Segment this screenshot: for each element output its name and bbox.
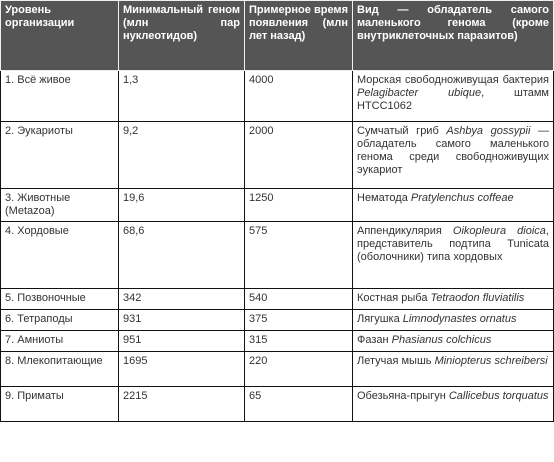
species-latin-name: Miniopterus schreibersi <box>434 355 548 367</box>
header-time: Примерное время появления (млн лет назад) <box>245 1 353 71</box>
cell-time: 65 <box>245 387 353 422</box>
species-text: — обладатель самого маленького генома среди свободноживущих эукариот <box>357 125 549 176</box>
species-latin-name: Pelagibacter ubique <box>357 87 482 99</box>
table-row <box>1 289 554 310</box>
cell-genome: 19,6 <box>119 189 245 222</box>
cell-genome: 1,3 <box>119 71 245 122</box>
cell-level: 9. Приматы <box>1 387 119 422</box>
cell-species <box>353 352 554 387</box>
species-text: Лягушка <box>357 313 403 325</box>
cell-time: 2000 <box>245 122 353 189</box>
species-latin-name: Pratylenchus coffeae <box>410 192 514 204</box>
cell-genome: 342 <box>119 289 245 310</box>
species-text: , представитель подтипа Tunicata (оболочники) типа хордовых <box>357 225 549 263</box>
table-row <box>1 222 554 289</box>
species-latin-name: Ashbya gossypii <box>446 125 531 137</box>
cell-species <box>353 189 554 222</box>
species-text: Обезьяна-прыгун <box>357 390 449 402</box>
species-latin-name: Callicebus torquatus <box>448 390 549 402</box>
cell-level: 1. Всё живое <box>1 71 119 122</box>
cell-species <box>353 122 554 189</box>
cell-genome: 9,2 <box>119 122 245 189</box>
species-text: Аппендикулярия <box>357 225 453 237</box>
header-row <box>1 1 554 71</box>
species-text: Нематода <box>357 192 411 204</box>
cell-species <box>353 310 554 331</box>
cell-time: 540 <box>245 289 353 310</box>
header-level: Уровень организации <box>1 1 119 71</box>
cell-level: 2. Эукариоты <box>1 122 119 189</box>
cell-level: 5. Позвоночные <box>1 289 119 310</box>
table-row <box>1 71 554 122</box>
cell-time: 315 <box>245 331 353 352</box>
cell-time: 1250 <box>245 189 353 222</box>
species-text: Костная рыба <box>357 292 431 304</box>
cell-time: 375 <box>245 310 353 331</box>
cell-species <box>353 289 554 310</box>
species-text: Морская свободноживущая бактерия <box>357 74 549 86</box>
species-text: Фазан <box>357 334 392 346</box>
cell-genome: 2215 <box>119 387 245 422</box>
table-row <box>1 331 554 352</box>
cell-time: 4000 <box>245 71 353 122</box>
table-row <box>1 310 554 331</box>
table-row <box>1 189 554 222</box>
header-species: Вид — обладатель самого маленького генома (кроме внутриклеточных паразитов) <box>353 1 554 71</box>
cell-genome: 68,6 <box>119 222 245 289</box>
table-row <box>1 352 554 387</box>
species-latin-name: Limnodynastes ornatus <box>402 313 517 325</box>
cell-species <box>353 71 554 122</box>
cell-species <box>353 387 554 422</box>
species-text: Сумчатый гриб <box>357 125 447 137</box>
species-text: , штамм HTCC1062 <box>357 87 549 112</box>
cell-genome: 1695 <box>119 352 245 387</box>
cell-species <box>353 222 554 289</box>
cell-level: 8. Млекопитающие <box>1 352 119 387</box>
species-latin-name: Oikopleura dioica <box>452 225 546 237</box>
cell-level: 6. Тетраподы <box>1 310 119 331</box>
cell-time: 220 <box>245 352 353 387</box>
table-row <box>1 387 554 422</box>
cell-time: 575 <box>245 222 353 289</box>
cell-level: 3. Животные (Metazoa) <box>1 189 119 222</box>
cell-level: 4. Хордовые <box>1 222 119 289</box>
species-latin-name: Phasianus colchicus <box>391 334 492 346</box>
species-text: Летучая мышь <box>357 355 435 367</box>
species-latin-name: Tetraodon fluviatilis <box>430 292 525 304</box>
cell-level: 7. Амниоты <box>1 331 119 352</box>
table-row <box>1 122 554 189</box>
cell-species <box>353 331 554 352</box>
header-genome: Минимальный геном (млн пар нуклеотидов) <box>119 1 245 71</box>
cell-genome: 931 <box>119 310 245 331</box>
cell-genome: 951 <box>119 331 245 352</box>
